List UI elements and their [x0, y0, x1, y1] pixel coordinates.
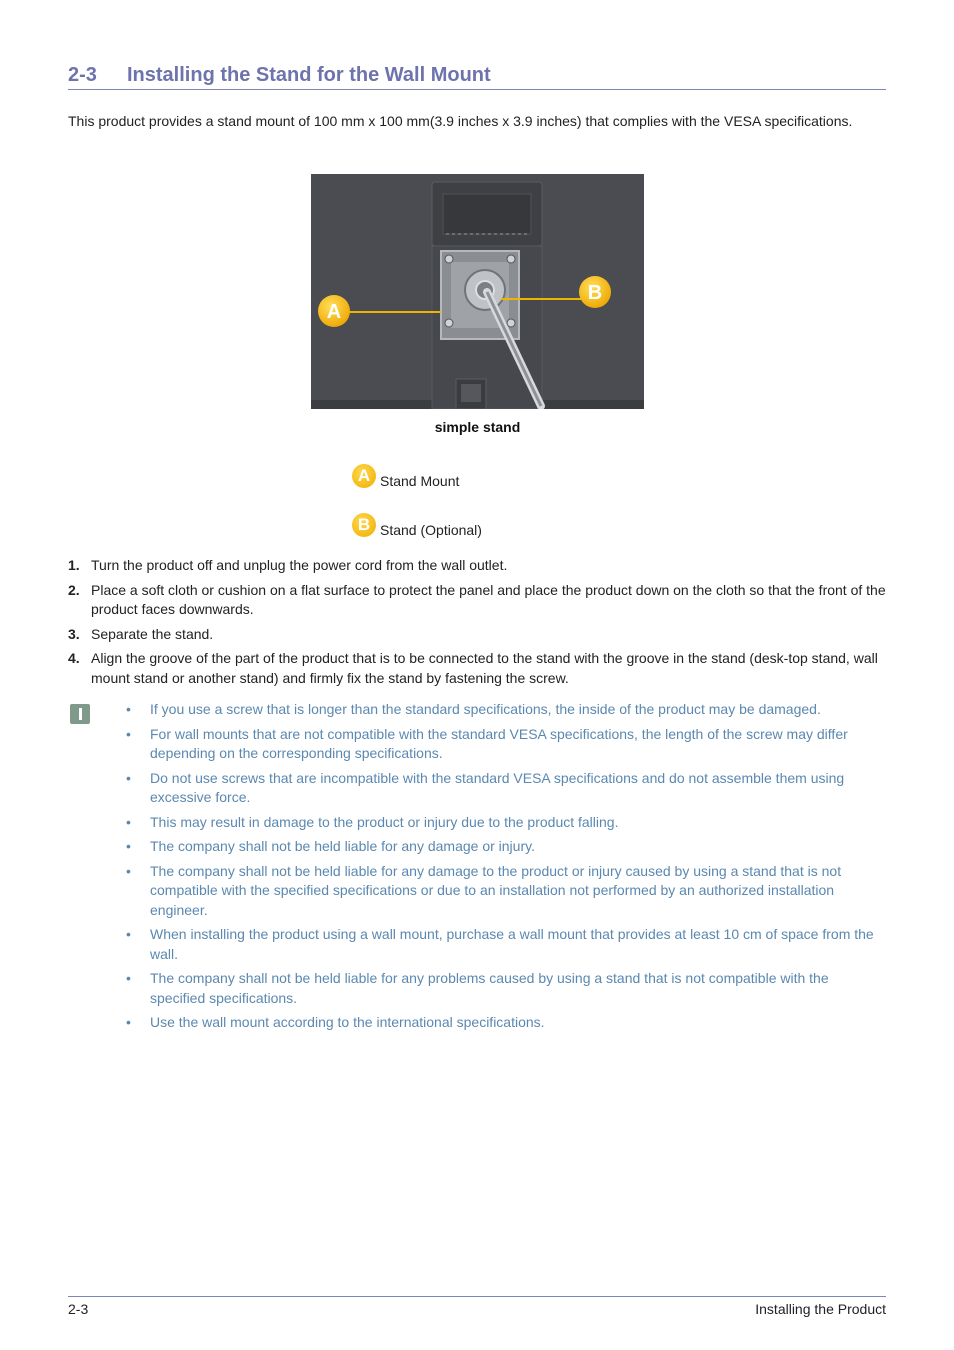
step-number: 3. [68, 625, 80, 642]
note-icon [70, 704, 90, 724]
step-text: Turn the product off and unplug the power cord from the wall outlet. [91, 557, 508, 573]
note-item [126, 837, 886, 857]
step-item [68, 556, 886, 576]
callout-a-badge-icon: A [352, 464, 376, 488]
note-item [126, 969, 886, 1008]
note-item [126, 769, 886, 808]
bullet-icon: • [126, 970, 131, 986]
installation-steps [68, 556, 886, 693]
stand-mount-figure [311, 174, 644, 409]
note-text: The company shall not be held liable for any damage or injury. [150, 838, 535, 854]
section-title: Installing the Stand for the Wall Mount [127, 64, 491, 86]
note-text: The company shall not be held liable for any damage to the product or injury caused by using a stand that is not compatible with the specified specifications or due to an installation not performed by an authorized installation engineer. [150, 862, 842, 918]
callout-a-letter: A [326, 301, 342, 323]
callout-b-letter: B [587, 282, 603, 304]
note-item [126, 725, 886, 764]
bullet-icon: • [126, 926, 131, 942]
note-item [126, 813, 886, 833]
footer-divider [68, 1296, 886, 1297]
step-number: 2. [68, 581, 80, 598]
note-text: The company shall not be held liable for any problems caused by using a stand that is not compatible with the specified specifications. [150, 970, 829, 1006]
note-item [126, 1013, 886, 1033]
step-number: 4. [68, 650, 80, 666]
step-text: Separate the stand. [91, 625, 214, 642]
section-number: 2-3 [68, 64, 97, 86]
callout-b-badge-icon: B [352, 513, 376, 537]
section-header [68, 62, 886, 90]
bullet-icon: • [126, 862, 131, 879]
footer-chapter-title: Installing the Product [755, 1301, 886, 1317]
note-text: If you use a screw that is longer than the standard specifications, the inside of the product may be damaged. [150, 701, 821, 717]
bullet-icon: • [126, 701, 131, 717]
footer-page-number: 2-3 [68, 1301, 89, 1317]
caution-notes [126, 700, 886, 1038]
bullet-icon: • [126, 838, 131, 854]
note-item [126, 862, 886, 921]
step-item [68, 649, 886, 688]
note-text: This may result in damage to the product or injury due to the product falling. [150, 813, 619, 830]
bullet-icon: • [126, 1014, 131, 1030]
step-text: Place a soft cloth or cushion on a flat surface to protect the panel and place the product down on the cloth so that the front of the product faces downwards. [91, 581, 886, 617]
figure-caption: simple stand [434, 419, 521, 435]
note-text: Use the wall mount according to the international specifications. [150, 1014, 545, 1030]
bullet-icon: • [126, 725, 131, 742]
intro-paragraph: This product provides a stand mount of 100 mm x 100 mm(3.9 inches x 3.9 inches) that complies with the VESA specifications. [68, 113, 853, 129]
note-text: When installing the product using a wall mount, purchase a wall mount that provides at least 10 cm of space from the wall. [150, 926, 874, 962]
step-item [68, 625, 886, 645]
note-text: Do not use screws that are incompatible with the standard VESA specifications and do not assemble them using excessive force. [150, 769, 845, 805]
step-number: 1. [68, 557, 80, 573]
bullet-icon: • [126, 769, 131, 786]
note-item [126, 700, 886, 720]
step-text: Align the groove of the part of the product that is to be connected to the stand with the groove in the stand (desk-top stand, wall mount stand or another stand) and firmly fix the stand by fastening the screw. [91, 650, 878, 686]
step-item [68, 581, 886, 620]
legend-label: Stand Mount [380, 473, 460, 489]
stand-mount-photo [311, 174, 644, 409]
note-item [126, 925, 886, 964]
note-text: For wall mounts that are not compatible with the standard VESA specifications, the length of the screw may differ depending on the corresponding specifications. [150, 725, 848, 761]
legend-label: Stand (Optional) [380, 522, 482, 538]
bullet-icon: • [126, 813, 131, 830]
